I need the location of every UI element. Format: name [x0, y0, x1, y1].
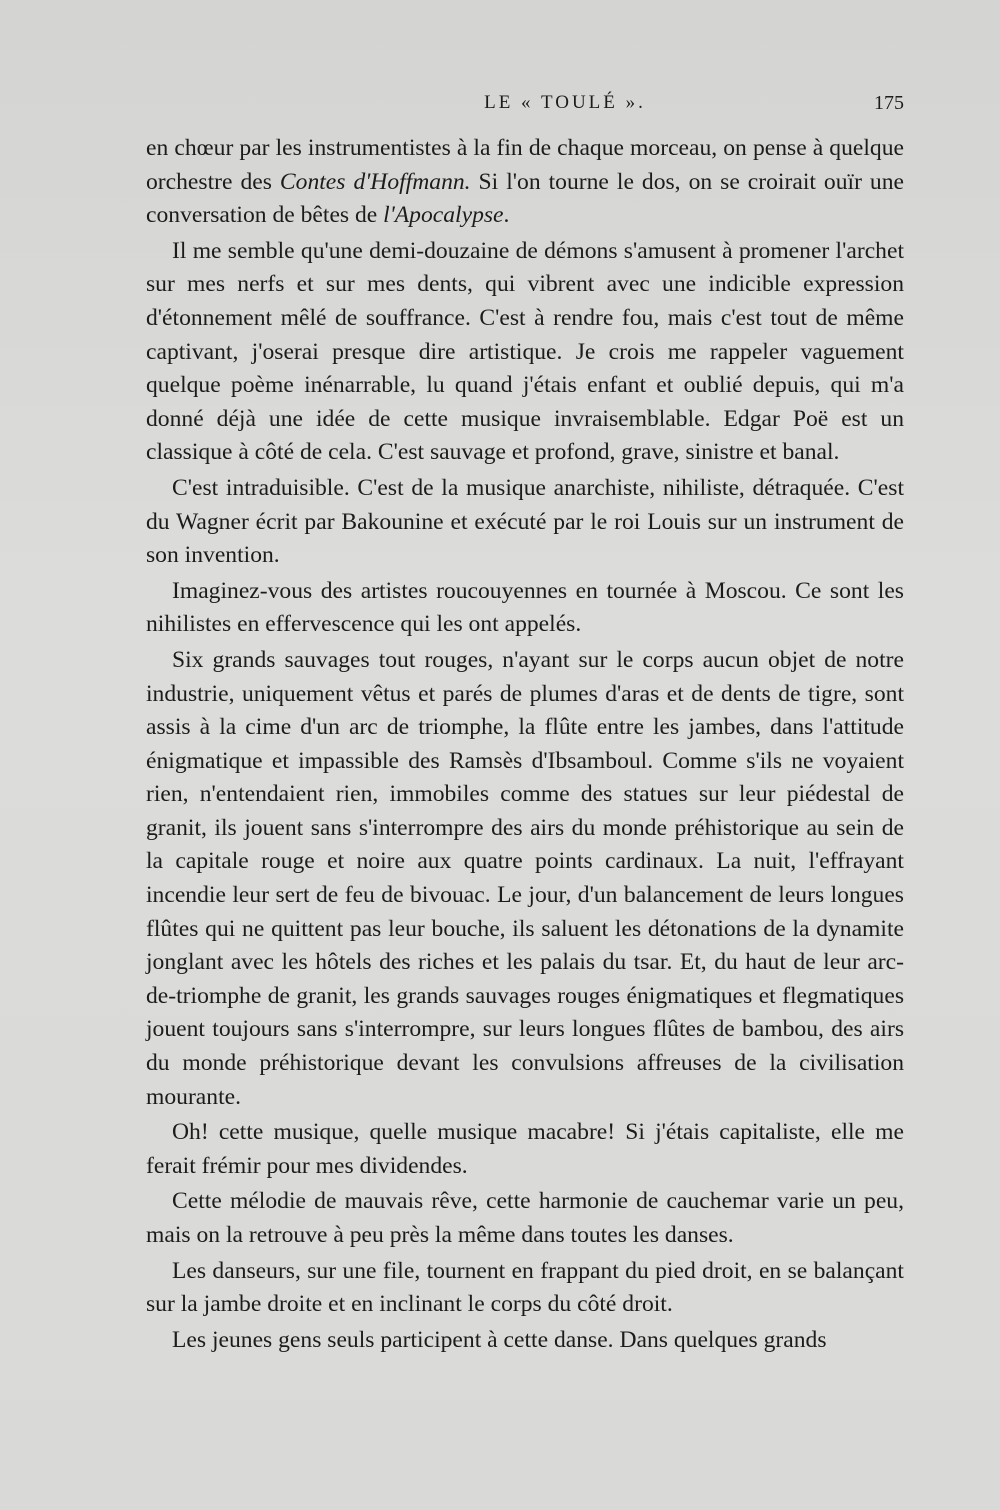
running-head: LE « TOULÉ ». [484, 92, 646, 113]
italic-title-apocalypse: l'Apocalypse [383, 202, 504, 229]
text-run: . [503, 202, 510, 229]
paragraph-8: Les danseurs, sur une file, tournent en frappant du pied droit, en se balançant sur la jambe droite et en inclinant le corps du côté droit. [146, 1257, 904, 1318]
body-text [146, 132, 904, 1357]
text-run: en chœur par les instrumentistes à la fin de chaque morceau, on pense à quelque orchestre des [146, 135, 904, 195]
italic-title-contes: Contes d'Hoffmann. [279, 168, 471, 195]
paragraph-4: Imaginez-vous des artistes roucouyennes en tournée à Moscou. Ce sont les nihilistes en effervescence qui les ont appelés. [146, 577, 904, 638]
page-header [146, 92, 904, 122]
paragraph-7: Cette mélodie de mauvais rêve, cette harmonie de cauchemar varie un peu, mais on la retrouve à peu près la même dans toutes les danses. [146, 1188, 904, 1248]
text-run: Si l'on tourne le dos, on se croirait ouïr une conversation de bêtes de [146, 168, 904, 229]
paragraph-1 [146, 132, 904, 233]
paragraph-5: Six grands sauvages tout rouges, n'ayant sur le corps aucun objet de notre industrie, uniquement vêtus et parés de plumes d'aras et de dents de tigre, sont assis à la cime d'un arc de triomphe, la flûte entre les jambes, dans l'attitude énigmatique et impassible des Ramsès d'Ibsamboul. Comme s'ils ne voyaient rien, n'entendaient rien, immobiles comme des statues sur leur piédestal de granit, ils jouent sans s'interrompre des airs du monde préhistorique au sein de la capitale rouge et noire aux quatre points cardinaux. La nuit, l'effrayant incendie leur sert de feu de bivouac. Le jour, d'un balancement de leurs longues flûtes qui ne quittent pas leur bouche, ils saluent les détonations de la dynamite jonglant avec les hôtels des riches et les palais du tsar. Et, du haut de leur arc-de-triomphe de granit, les grands sauvages rouges énigmatiques et flegmatiques jouent toujours sans s'interrompre, sur leurs longues flûtes de bambou, des airs du monde préhistorique devant les convulsions affreuses de la civilisation mourante. [146, 646, 904, 1110]
paragraph-3: C'est intraduisible. C'est de la musique anarchiste, nihiliste, détraquée. C'est du Wagner écrit par Bakounine et exécuté par le roi Louis sur un instrument de son invention. [146, 474, 904, 569]
paragraph-9: Les jeunes gens seuls participent à cette danse. Dans quelques grands [172, 1326, 827, 1353]
paragraph-2: Il me semble qu'une demi-douzaine de démons s'amusent à promener l'archet sur mes nerfs et sur mes dents, qui vibrent avec une indicible expression d'étonnement mêlé de souffrance. C'est à rendre fou, mais c'est tout de même captivant, j'oserai presque dire artistique. Je crois me rappeler vaguement quelque poème inénarrable, lu quand j'étais enfant et oublié depuis, qui m'a donné déjà une idée de cette musique invraisemblable. Edgar Poë est un classique à côté de cela. C'est sauvage et profond, grave, sinistre et banal. [146, 237, 904, 466]
paragraph-6: Oh! cette musique, quelle musique macabre! Si j'étais capitaliste, elle me ferait frémir pour mes dividendes. [146, 1119, 904, 1179]
page-number: 175 [874, 92, 904, 114]
